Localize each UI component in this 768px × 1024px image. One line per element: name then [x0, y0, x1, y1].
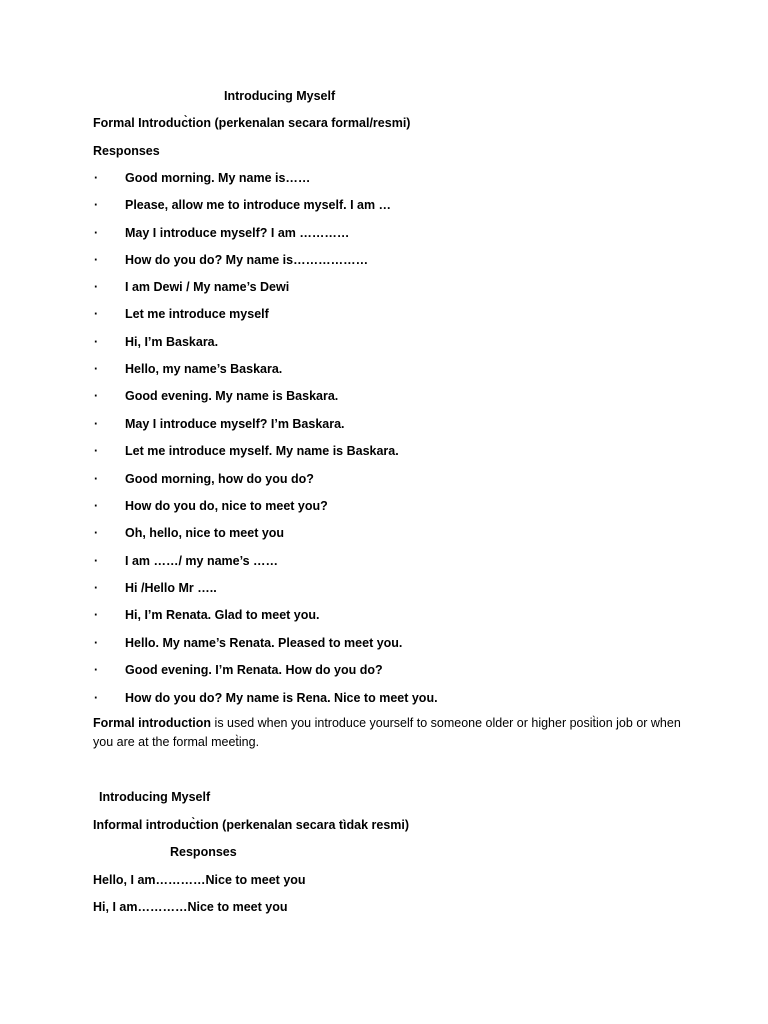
- bullet-icon: ·: [94, 362, 99, 376]
- section1-subtitle: Formal Introduc̀tion (perkenalan secara formal/resmi): [93, 116, 411, 130]
- list-item-text: May I introduce myself? I’m Baskara.: [125, 417, 345, 431]
- bullet-icon: ·: [94, 691, 99, 705]
- bullet-icon: ·: [94, 307, 99, 321]
- bullet-icon: ·: [94, 472, 99, 486]
- list-item-text: How do you do? My name is………………: [125, 253, 369, 267]
- bullet-icon: ·: [94, 417, 99, 431]
- bullet-icon: ·: [94, 226, 99, 240]
- list-item-text: Hi, I’m Renata. Glad to meet you.: [125, 608, 320, 622]
- list-item-text: May I introduce myself? I am …………: [125, 226, 350, 240]
- bullet-icon: ·: [94, 198, 99, 212]
- note-text: is used when you introduce yourself to someone older or higher posit̀ion job or when you are at the formal meet̀ing.: [93, 716, 681, 749]
- bullet-icon: ·: [94, 499, 99, 513]
- list-item-text: How do you do? My name is Rena. Nice to meet you.: [125, 691, 438, 705]
- list-item-text: Good morning. My name is……: [125, 171, 311, 185]
- section2-subtitle: Informal introduc̀tion (perkenalan secara tìdak resmi): [93, 818, 410, 832]
- list-item-text: Oh, hello, nice to meet you: [125, 526, 285, 540]
- bullet-icon: ·: [94, 444, 99, 458]
- section2-title: Introducing Myself: [99, 790, 211, 804]
- list-item-text: Hi, I’m Baskara.: [125, 335, 219, 349]
- note-term: Formal introduction: [93, 716, 212, 730]
- bullet-icon: ·: [94, 581, 99, 595]
- list-item-text: Good evening. My name is Baskara.: [125, 389, 339, 403]
- bullet-icon: ·: [94, 389, 99, 403]
- list-item-text: Good morning, how do you do?: [125, 472, 314, 486]
- section2-responses-label: Responses: [170, 845, 237, 859]
- list-item-text: Hi /Hello Mr …..: [125, 581, 217, 595]
- bullet-icon: ·: [94, 663, 99, 677]
- list-item-text: I am Dewi / My name’s Dewi: [125, 280, 290, 294]
- list-item-text: Good evening. I’m Renata. How do you do?: [125, 663, 383, 677]
- bullet-icon: ·: [94, 526, 99, 540]
- bullet-icon: ·: [94, 171, 99, 185]
- bullet-icon: ·: [94, 636, 99, 650]
- list-item-text: Please, allow me to introduce myself. I am …: [125, 198, 392, 212]
- informal-response-line: Hello, I am…………Nice to meet you: [93, 873, 306, 887]
- bullet-icon: ·: [94, 280, 99, 294]
- list-item-text: Let me introduce myself. My name is Baskara.: [125, 444, 399, 458]
- formal-introduction-note: [93, 714, 683, 752]
- bullet-icon: ·: [94, 554, 99, 568]
- section1-title: Introducing Myself: [224, 89, 336, 103]
- section1-responses-label: Responses: [93, 144, 160, 158]
- informal-response-line: Hi, I am…………Nice to meet you: [93, 900, 288, 914]
- bullet-icon: ·: [94, 335, 99, 349]
- list-item-text: Hello, my name’s Baskara.: [125, 362, 283, 376]
- bullet-icon: ·: [94, 608, 99, 622]
- list-item-text: How do you do, nice to meet you?: [125, 499, 328, 513]
- bullet-icon: ·: [94, 253, 99, 267]
- list-item-text: I am ……/ my name’s ……: [125, 554, 279, 568]
- list-item-text: Hello. My name’s Renata. Pleased to meet you.: [125, 636, 403, 650]
- list-item-text: Let me introduce myself: [125, 307, 269, 321]
